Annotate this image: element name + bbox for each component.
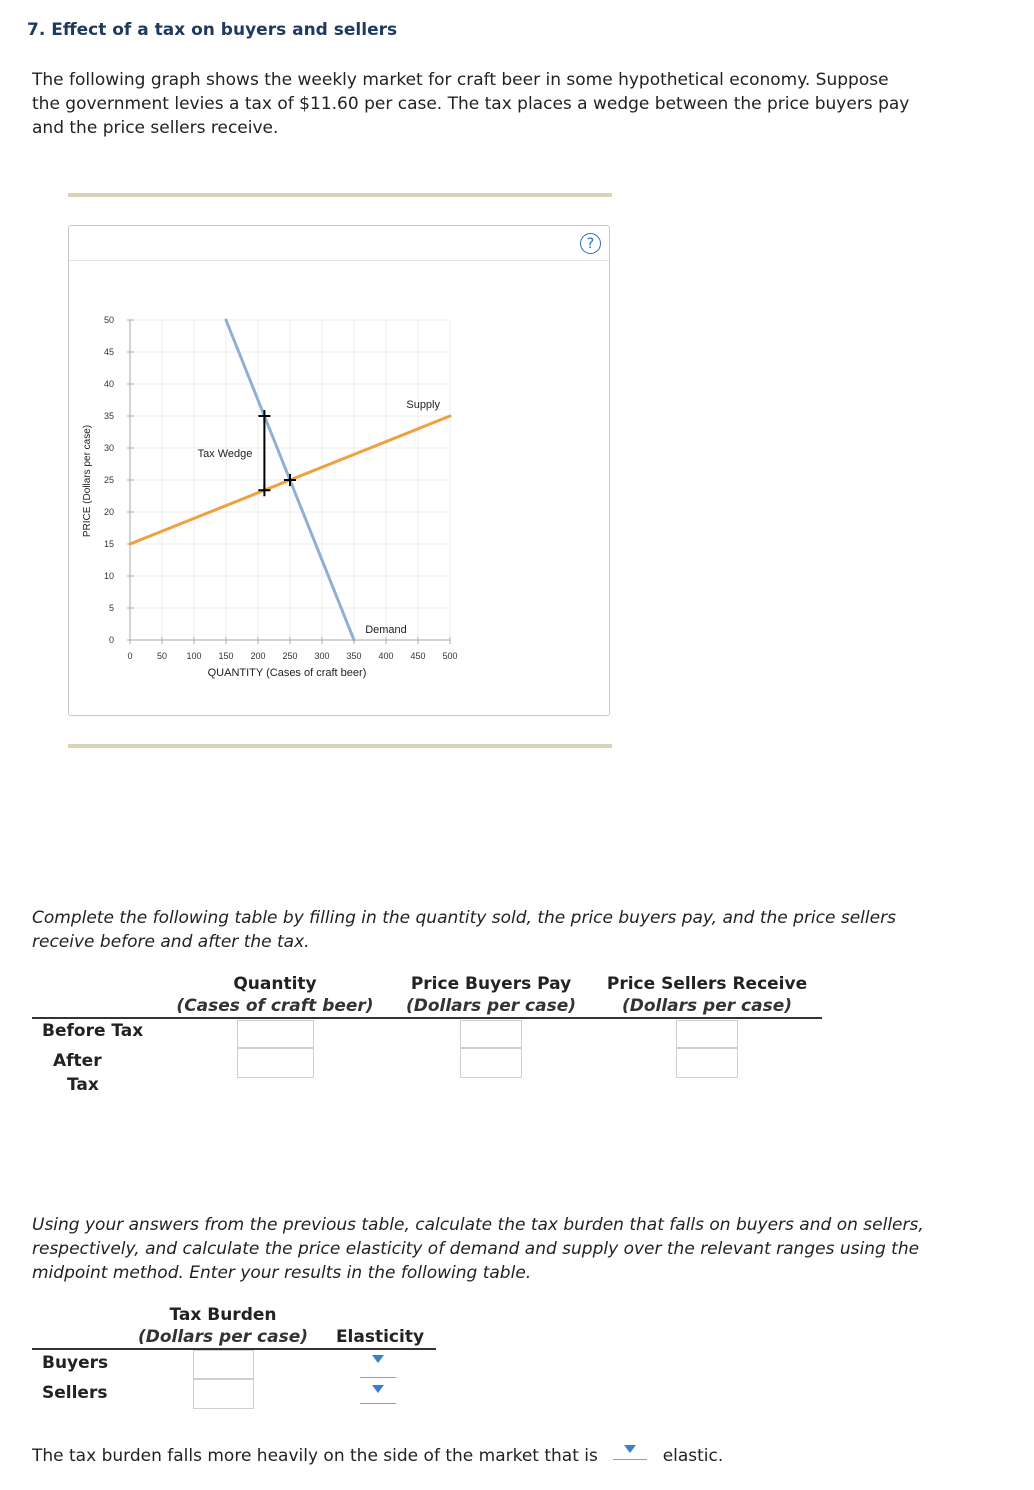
y-tick-label: 35	[103, 411, 114, 421]
col-buyers-pay-header	[398, 973, 584, 1017]
question-title: 7. Effect of a tax on buyers and sellers	[27, 20, 398, 40]
row-after-tax-label-line2: Tax	[67, 1075, 99, 1095]
x-tick-label: 0	[127, 651, 133, 661]
y-tick-label: 5	[108, 603, 114, 613]
y-tick-label: 20	[103, 507, 114, 517]
col-tax-burden-header	[128, 1304, 318, 1348]
row-sellers-label: Sellers	[42, 1383, 108, 1403]
sellers-receive-before-tax-input[interactable]	[676, 1020, 738, 1048]
buyers-elasticity-dropdown[interactable]	[360, 1355, 396, 1378]
graph-top-rule	[68, 193, 612, 197]
col-quantity-unit: (Cases of craft beer)	[176, 996, 374, 1016]
x-tick-label: 300	[314, 651, 330, 661]
final-sentence	[32, 1446, 723, 1466]
x-tick-label: 100	[186, 651, 202, 661]
col-tax-burden-title: Tax Burden	[169, 1305, 277, 1325]
x-tick-label: 150	[218, 651, 234, 661]
col-quantity-header	[168, 973, 382, 1017]
graph-panel	[68, 225, 610, 716]
y-tick-label: 15	[103, 539, 114, 549]
supply-label: Supply	[406, 399, 440, 411]
y-tick-label: 10	[103, 571, 114, 581]
x-tick-label: 500	[442, 651, 458, 661]
x-tick-label: 50	[156, 651, 168, 661]
sellers-tax-burden-input[interactable]	[193, 1379, 254, 1409]
dropdown-underline	[613, 1459, 647, 1460]
y-tick-label: 25	[103, 475, 114, 485]
buyers-pay-before-tax-input[interactable]	[460, 1020, 522, 1048]
col-buyers-pay-unit: (Dollars per case)	[405, 996, 577, 1016]
demand-label: Demand	[365, 624, 407, 636]
dropdown-underline	[360, 1403, 396, 1404]
table1-instruction: Complete the following table by filling in the quantity sold, the price buyers pay, and the price sellers receive before and after the tax.	[32, 908, 896, 952]
x-tick-label: 350	[346, 651, 362, 661]
x-tick-label: 250	[282, 651, 298, 661]
col-buyers-pay-title: Price Buyers Pay	[410, 974, 572, 994]
y-axis-label: PRICE (Dollars per case)	[82, 424, 93, 538]
question-intro: The following graph shows the weekly market for craft beer in some hypothetical economy. Suppose the government levies a tax of $11.60 per case. The tax places a wedge between the price buyers pay and the price sellers receive.	[32, 70, 910, 138]
quantity-before-tax-input[interactable]	[237, 1020, 314, 1048]
chevron-down-icon	[372, 1355, 384, 1363]
col-tax-burden-unit: (Dollars per case)	[137, 1327, 309, 1347]
help-icon[interactable]: ?	[580, 233, 601, 254]
chevron-down-icon	[372, 1385, 384, 1393]
y-tick-label: 45	[103, 347, 114, 357]
tax-wedge-label: Tax Wedge	[197, 448, 253, 461]
chevron-down-icon	[624, 1445, 636, 1453]
row-before-tax-label: Before Tax	[42, 1021, 144, 1041]
sellers-receive-after-tax-input[interactable]	[676, 1048, 738, 1078]
table2-instruction: Using your answers from the previous table, calculate the tax burden that falls on buyers and on sellers, respectively, and calculate the price elasticity of demand and supply over the relevant ranges using the midpoint method. Enter your results in the following table.	[32, 1215, 924, 1283]
market-chart	[69, 226, 609, 715]
row-buyers-label: Buyers	[42, 1353, 109, 1373]
elasticity-side-dropdown[interactable]	[613, 1445, 647, 1460]
y-tick-label: 0	[108, 635, 114, 645]
buyers-tax-burden-input[interactable]	[193, 1350, 254, 1379]
final-sentence-start: The tax burden falls more heavily on the side of the market that is	[32, 1446, 598, 1466]
sellers-elasticity-dropdown[interactable]	[360, 1385, 396, 1404]
col-sellers-receive-header	[598, 973, 816, 1017]
x-tick-label: 450	[410, 651, 426, 661]
y-tick-label: 30	[103, 443, 114, 453]
dropdown-underline	[360, 1377, 396, 1378]
row-after-tax-label-line1: After	[53, 1051, 102, 1071]
table1-header-rule	[32, 1017, 822, 1019]
col-elasticity-header: Elasticity	[335, 1327, 425, 1347]
col-sellers-receive-unit: (Dollars per case)	[621, 996, 793, 1016]
x-tick-label: 200	[250, 651, 266, 661]
col-sellers-receive-title: Price Sellers Receive	[606, 974, 808, 994]
y-tick-label: 40	[103, 379, 114, 389]
col-quantity-title: Quantity	[233, 974, 317, 994]
graph-bottom-rule	[68, 744, 612, 748]
y-tick-label: 50	[103, 315, 114, 325]
buyers-pay-after-tax-input[interactable]	[460, 1048, 522, 1078]
x-axis-label: QUANTITY (Cases of craft beer)	[207, 667, 367, 679]
x-tick-label: 400	[378, 651, 394, 661]
final-sentence-end: elastic.	[662, 1446, 724, 1466]
quantity-after-tax-input[interactable]	[237, 1048, 314, 1078]
